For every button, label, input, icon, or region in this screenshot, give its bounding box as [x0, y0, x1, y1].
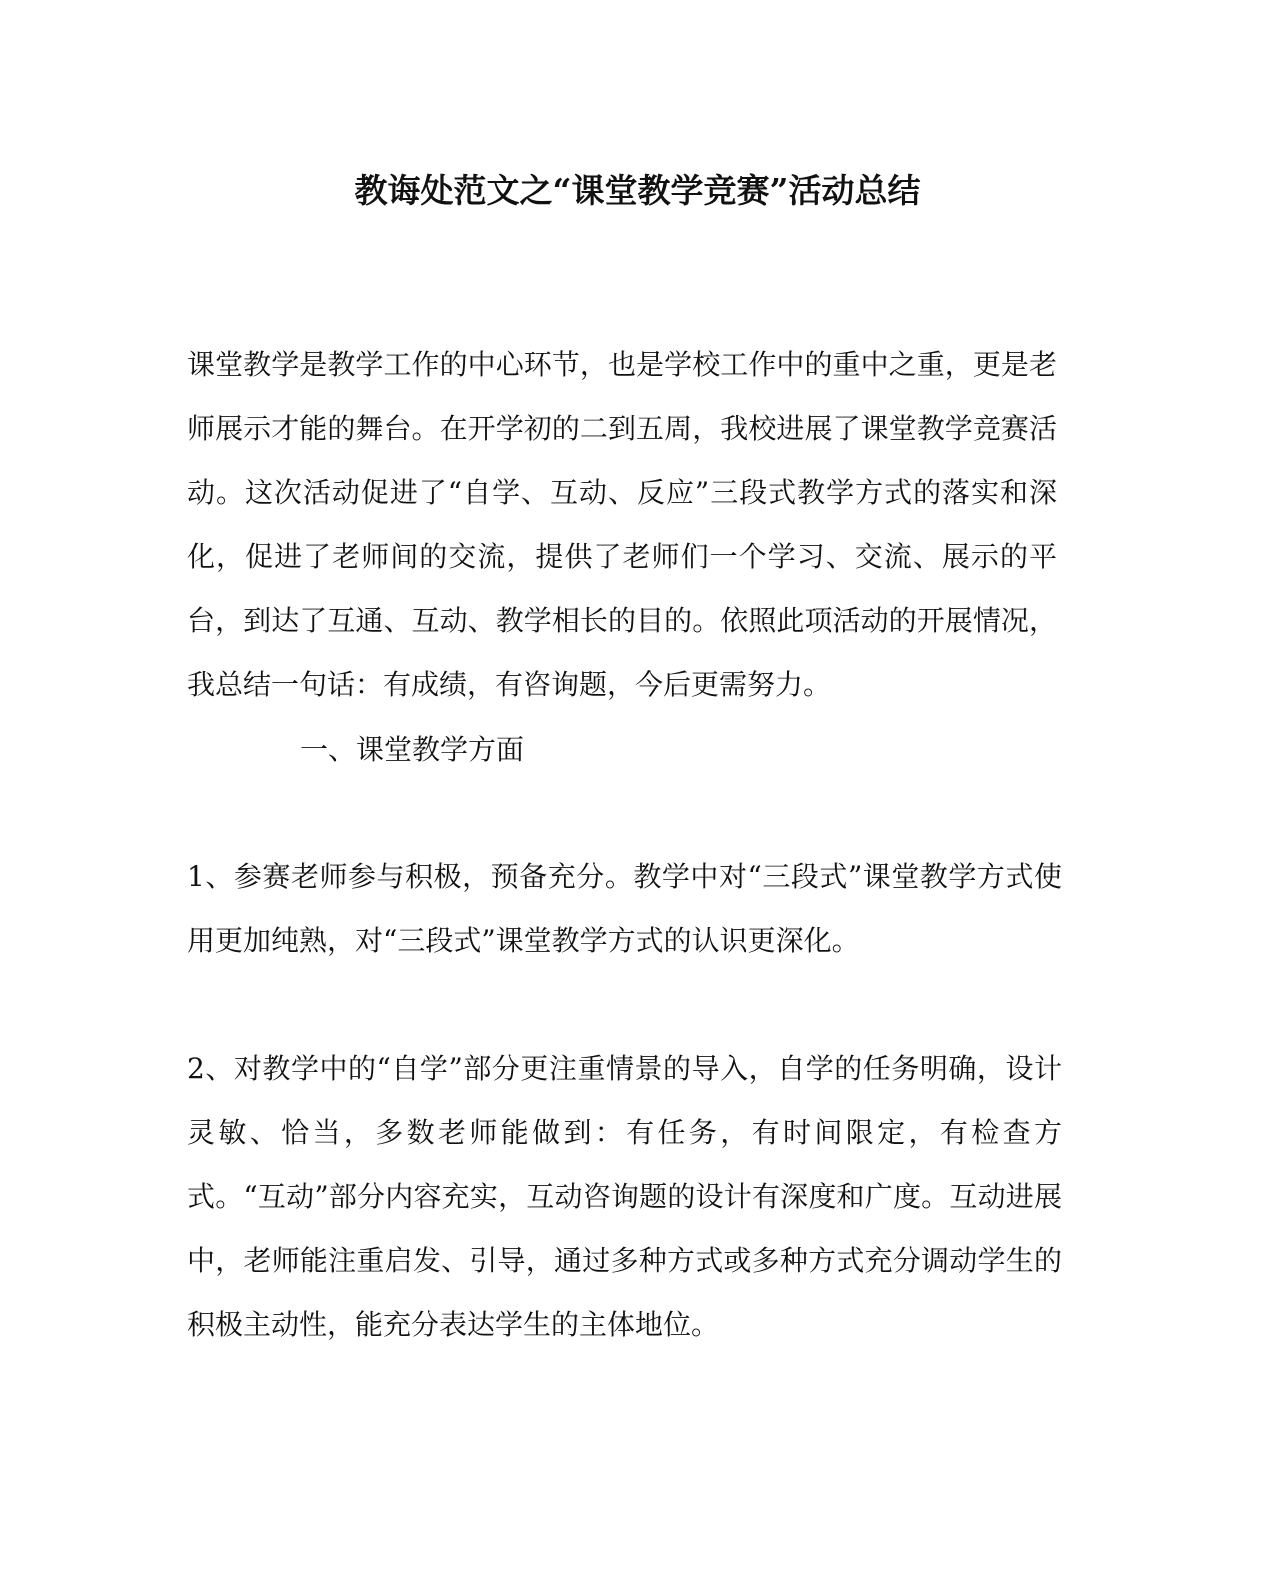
intro-paragraph: 课堂教学是教学工作的中心环节，也是学校工作中的重中之重，更是老师展示才能的舞台。在开学初的二到五周，我校进展了课堂教学竞赛活动。这次活动促进了“自学、互动、反应”三段式教学方式的落实和深化，促进了老师间的交流，提供了老师们一个学习、交流、展示的平台，到达了互通、互动、教学相长的目的。依照此项活动的开展情况，我总结一句话：有成绩，有咨询题，今后更需努力。: [187, 348, 1057, 701]
section-heading: 一、课堂教学方面: [300, 733, 525, 766]
document-title: 教诲处范文之“课堂教学竞赛”活动总结: [354, 171, 921, 210]
point-1-paragraph: 1、参赛老师参与积极，预备充分。教学中对“三段式”课堂教学方式使用更加纯熟，对“三段式”课堂教学方式的认识更深化。: [187, 860, 1062, 957]
point-2-paragraph: 2、对教学中的“自学”部分更注重情景的导入，自学的任务明确，设计灵敏、恰当，多数老师能做到：有任务，有时间限定，有检查方式。“互动”部分内容充实，互动咨询题的设计有深度和广度。互动进展中，老师能注重启发、引导，通过多种方式或多种方式充分调动学生的积极主动性，能充分表达学生的主体地位。: [187, 1052, 1062, 1341]
